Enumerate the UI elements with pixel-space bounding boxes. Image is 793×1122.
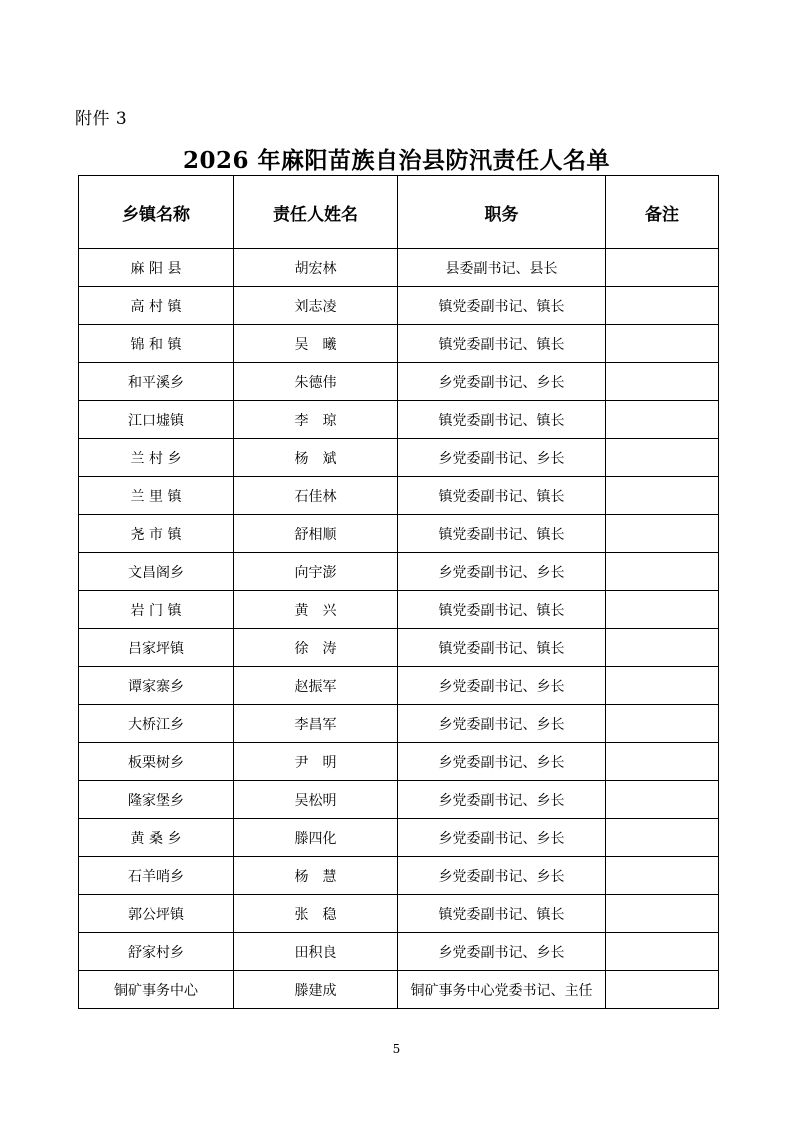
note-cell bbox=[606, 477, 719, 515]
name-cell: 田积良 bbox=[234, 933, 398, 971]
flood-control-responsible-persons-table bbox=[78, 175, 719, 1009]
position-cell: 镇党委副书记、镇长 bbox=[398, 401, 606, 439]
town-cell: 吕家坪镇 bbox=[79, 629, 234, 667]
position-cell: 镇党委副书记、镇长 bbox=[398, 287, 606, 325]
note-cell bbox=[606, 971, 719, 1009]
town-cell: 黄 桑 乡 bbox=[79, 819, 234, 857]
table-row bbox=[79, 705, 719, 743]
position-cell: 镇党委副书记、镇长 bbox=[398, 629, 606, 667]
name-cell: 向宇澎 bbox=[234, 553, 398, 591]
name-cell: 舒相顺 bbox=[234, 515, 398, 553]
table-row bbox=[79, 971, 719, 1009]
note-cell bbox=[606, 401, 719, 439]
town-cell: 麻 阳 县 bbox=[79, 249, 234, 287]
town-cell: 舒家村乡 bbox=[79, 933, 234, 971]
table-row bbox=[79, 591, 719, 629]
note-cell bbox=[606, 895, 719, 933]
table-row bbox=[79, 667, 719, 705]
name-cell: 胡宏林 bbox=[234, 249, 398, 287]
position-cell: 乡党委副书记、乡长 bbox=[398, 743, 606, 781]
town-cell: 隆家堡乡 bbox=[79, 781, 234, 819]
position-cell: 乡党委副书记、乡长 bbox=[398, 857, 606, 895]
header-name: 责任人姓名 bbox=[234, 176, 398, 249]
note-cell bbox=[606, 553, 719, 591]
table-row bbox=[79, 629, 719, 667]
position-cell: 县委副书记、县长 bbox=[398, 249, 606, 287]
position-cell: 镇党委副书记、镇长 bbox=[398, 325, 606, 363]
table-row bbox=[79, 895, 719, 933]
town-cell: 锦 和 镇 bbox=[79, 325, 234, 363]
note-cell bbox=[606, 287, 719, 325]
page-number: 5 bbox=[392, 1042, 401, 1056]
header-note: 备注 bbox=[606, 176, 719, 249]
town-cell: 岩 门 镇 bbox=[79, 591, 234, 629]
position-cell: 镇党委副书记、镇长 bbox=[398, 477, 606, 515]
town-cell: 文昌阁乡 bbox=[79, 553, 234, 591]
town-cell: 谭家寨乡 bbox=[79, 667, 234, 705]
note-cell bbox=[606, 629, 719, 667]
note-cell bbox=[606, 249, 719, 287]
document-title: 2026 年麻阳苗族自治县防汛责任人名单 bbox=[182, 147, 611, 174]
name-cell: 尹 明 bbox=[234, 743, 398, 781]
note-cell bbox=[606, 933, 719, 971]
note-cell bbox=[606, 743, 719, 781]
name-cell: 滕建成 bbox=[234, 971, 398, 1009]
name-cell: 滕四化 bbox=[234, 819, 398, 857]
town-cell: 尧 市 镇 bbox=[79, 515, 234, 553]
table-row bbox=[79, 249, 719, 287]
header-position: 职务 bbox=[398, 176, 606, 249]
table-row bbox=[79, 439, 719, 477]
town-cell: 郭公坪镇 bbox=[79, 895, 234, 933]
name-cell: 杨 慧 bbox=[234, 857, 398, 895]
note-cell bbox=[606, 857, 719, 895]
table-row bbox=[79, 325, 719, 363]
town-cell: 和平溪乡 bbox=[79, 363, 234, 401]
note-cell bbox=[606, 515, 719, 553]
table-row bbox=[79, 743, 719, 781]
town-cell: 高 村 镇 bbox=[79, 287, 234, 325]
table-row bbox=[79, 401, 719, 439]
town-cell: 板栗树乡 bbox=[79, 743, 234, 781]
note-cell bbox=[606, 325, 719, 363]
position-cell: 乡党委副书记、乡长 bbox=[398, 819, 606, 857]
note-cell bbox=[606, 439, 719, 477]
position-cell: 镇党委副书记、镇长 bbox=[398, 895, 606, 933]
name-cell: 张 稳 bbox=[234, 895, 398, 933]
name-cell: 吴松明 bbox=[234, 781, 398, 819]
position-cell: 乡党委副书记、乡长 bbox=[398, 933, 606, 971]
position-cell: 乡党委副书记、乡长 bbox=[398, 705, 606, 743]
table-row bbox=[79, 781, 719, 819]
table-row bbox=[79, 933, 719, 971]
table-row bbox=[79, 287, 719, 325]
name-cell: 黄 兴 bbox=[234, 591, 398, 629]
town-cell: 兰 村 乡 bbox=[79, 439, 234, 477]
name-cell: 李 琼 bbox=[234, 401, 398, 439]
table-row bbox=[79, 857, 719, 895]
table-row bbox=[79, 515, 719, 553]
name-cell: 石佳林 bbox=[234, 477, 398, 515]
note-cell bbox=[606, 781, 719, 819]
position-cell: 乡党委副书记、乡长 bbox=[398, 667, 606, 705]
town-cell: 江口墟镇 bbox=[79, 401, 234, 439]
name-cell: 赵振军 bbox=[234, 667, 398, 705]
town-cell: 铜矿事务中心 bbox=[79, 971, 234, 1009]
position-cell: 乡党委副书记、乡长 bbox=[398, 363, 606, 401]
town-cell: 石羊哨乡 bbox=[79, 857, 234, 895]
position-cell: 乡党委副书记、乡长 bbox=[398, 439, 606, 477]
note-cell bbox=[606, 591, 719, 629]
note-cell bbox=[606, 819, 719, 857]
header-town: 乡镇名称 bbox=[79, 176, 234, 249]
position-cell: 镇党委副书记、镇长 bbox=[398, 591, 606, 629]
position-cell: 镇党委副书记、镇长 bbox=[398, 515, 606, 553]
position-cell: 铜矿事务中心党委书记、主任 bbox=[398, 971, 606, 1009]
note-cell bbox=[606, 705, 719, 743]
name-cell: 杨 斌 bbox=[234, 439, 398, 477]
note-cell bbox=[606, 667, 719, 705]
town-cell: 大桥江乡 bbox=[79, 705, 234, 743]
position-cell: 乡党委副书记、乡长 bbox=[398, 781, 606, 819]
table-row bbox=[79, 477, 719, 515]
name-cell: 吴 曦 bbox=[234, 325, 398, 363]
table-row bbox=[79, 819, 719, 857]
attachment-label: 附件 3 bbox=[75, 109, 128, 129]
name-cell: 朱德伟 bbox=[234, 363, 398, 401]
table-body bbox=[79, 249, 719, 1009]
table-row bbox=[79, 363, 719, 401]
name-cell: 刘志凌 bbox=[234, 287, 398, 325]
name-cell: 徐 涛 bbox=[234, 629, 398, 667]
note-cell bbox=[606, 363, 719, 401]
position-cell: 乡党委副书记、乡长 bbox=[398, 553, 606, 591]
town-cell: 兰 里 镇 bbox=[79, 477, 234, 515]
table-row bbox=[79, 553, 719, 591]
name-cell: 李昌军 bbox=[234, 705, 398, 743]
table-header-row bbox=[79, 176, 719, 249]
